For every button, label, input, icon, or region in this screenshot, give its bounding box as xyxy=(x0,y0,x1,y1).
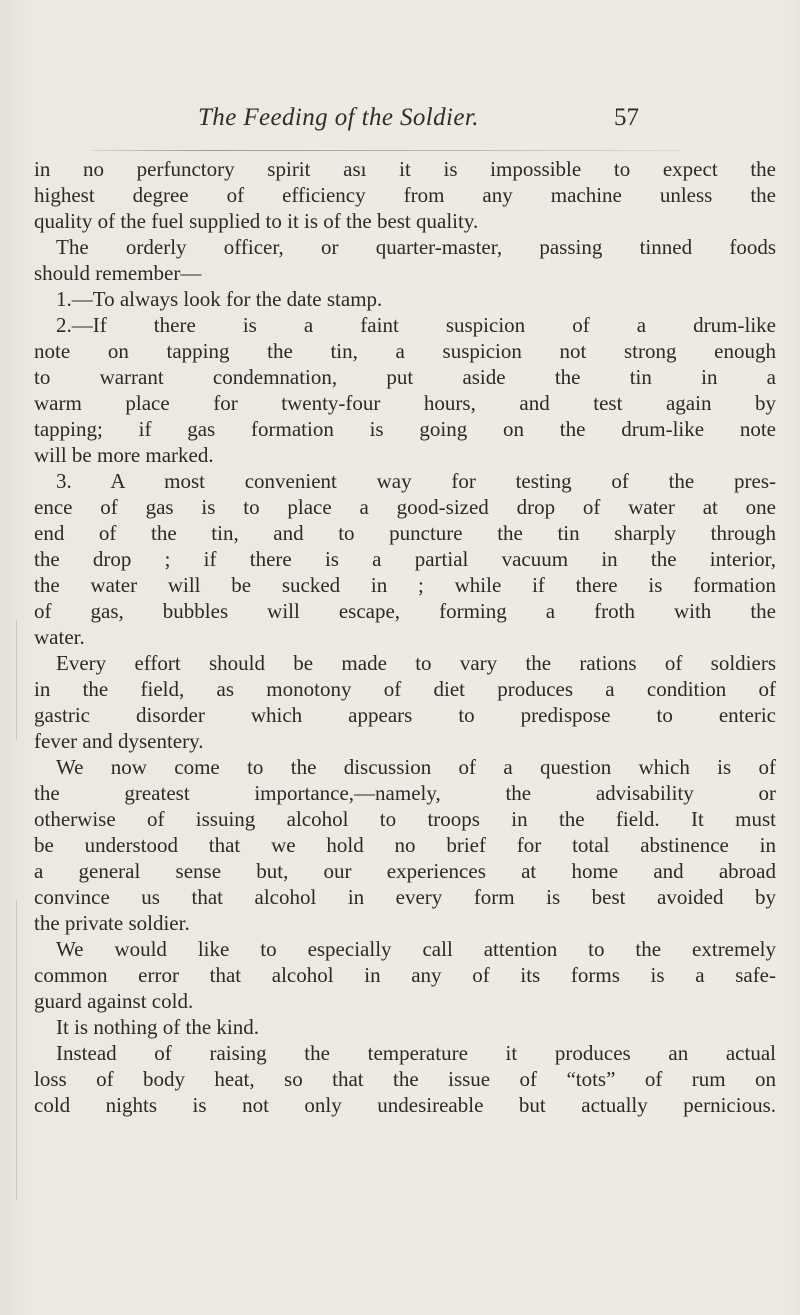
text-line: fever and dysentery. xyxy=(34,729,204,753)
text-line: warm place for twenty-four hours, and test again by xyxy=(34,391,776,415)
running-head xyxy=(0,104,800,144)
text-line: a general sense but, our experiences at home and abroad xyxy=(34,859,776,883)
text-line: guard against cold. xyxy=(34,989,194,1013)
text-line: convince us that alcohol in every form is best avoided by xyxy=(34,885,776,909)
text-line: in no perfunctory spirit ası it is impossible to expect the xyxy=(34,157,776,181)
text-line: should remember— xyxy=(34,261,202,285)
text-line: will be more marked. xyxy=(34,443,214,467)
margin-shadow xyxy=(16,900,17,1200)
text-line: quality of the fuel supplied to it is of the best quality. xyxy=(34,209,479,233)
text-line: common error that alcohol in any of its forms is a safe- xyxy=(34,963,776,987)
text-line: 2.—If there is a faint suspicion of a drum-like xyxy=(56,313,776,337)
text-line: the greatest importance,—namely, the advisability or xyxy=(34,781,776,805)
running-title: The Feeding of the Soldier. xyxy=(198,104,479,131)
text-line: in the field, as monotony of diet produces a condition of xyxy=(34,677,776,701)
body-text xyxy=(34,156,776,1118)
text-line: tapping; if gas formation is going on the drum-like note xyxy=(34,417,776,441)
text-line: the water will be sucked in ; while if there is formation xyxy=(34,573,776,597)
text-line: We would like to especially call attention to the extremely xyxy=(56,937,776,961)
text-line: of gas, bubbles will escape, forming a froth with the xyxy=(34,599,776,623)
text-line: 1.—To always look for the date stamp. xyxy=(56,287,383,311)
text-line: the drop ; if there is a partial vacuum in the interior, xyxy=(34,547,776,571)
text-line: be understood that we hold no brief for total abstinence in xyxy=(34,833,776,857)
text-line: 3. A most convenient way for testing of the pres- xyxy=(56,469,776,493)
text-line: It is nothing of the kind. xyxy=(56,1015,259,1039)
text-line: The orderly officer, or quarter-master, passing tinned foods xyxy=(56,235,776,259)
text-line: end of the tin, and to puncture the tin sharply through xyxy=(34,521,776,545)
page-number: 57 xyxy=(614,104,639,131)
text-line: loss of body heat, so that the issue of “tots” of rum on xyxy=(34,1067,776,1091)
text-line: the private soldier. xyxy=(34,911,190,935)
text-line: highest degree of efficiency from any machine unless the xyxy=(34,183,776,207)
text-line: note on tapping the tin, a suspicion not strong enough xyxy=(34,339,776,363)
text-line: Every effort should be made to vary the rations of soldiers xyxy=(56,651,776,675)
text-line: We now come to the discussion of a question which is of xyxy=(56,755,776,779)
text-line: gastric disorder which appears to predispose to enteric xyxy=(34,703,776,727)
text-line: Instead of raising the temperature it produces an actual xyxy=(56,1041,776,1065)
text-line: otherwise of issuing alcohol to troops in the field. It must xyxy=(34,807,776,831)
text-line: water. xyxy=(34,625,85,649)
header-rule xyxy=(92,150,682,151)
margin-shadow xyxy=(16,620,17,740)
text-line: ence of gas is to place a good-sized drop of water at one xyxy=(34,495,776,519)
text-line: to warrant condemnation, put aside the tin in a xyxy=(34,365,776,389)
text-line: cold nights is not only undesireable but actually pernicious. xyxy=(34,1093,776,1117)
